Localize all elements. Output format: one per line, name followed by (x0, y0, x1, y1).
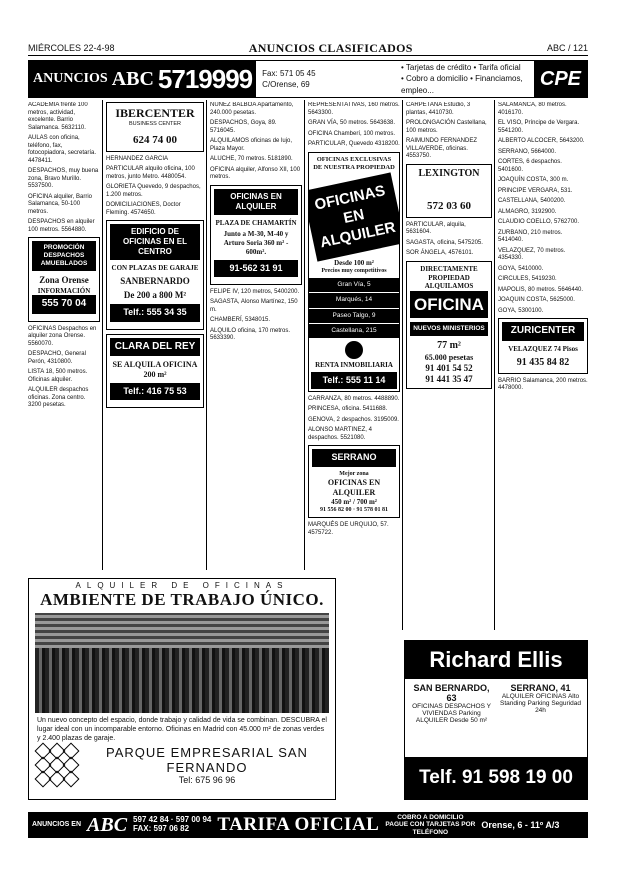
banner-address: C/Orense, 69 (262, 80, 310, 89)
abc-logo: ABC (111, 67, 154, 90)
ad-slogan: AMBIENTE DE TRABAJO ÚNICO. (40, 590, 324, 609)
oficina-prop: DIRECTAMENTE PROPIEDAD ALQUILAMOS (420, 264, 478, 291)
serrano-ad (308, 445, 400, 518)
ad-text: ACADEMIA frente 100 metros, actividad, excelente. Barrio Salamanca. 5632110. (28, 102, 88, 131)
oficina-ad (406, 261, 492, 390)
ad-text: CIRCULES, 5419230. (498, 276, 557, 282)
zuricenter-phone: 91 435 84 82 (516, 357, 570, 369)
street: Paseo Talgo, 9 (309, 309, 399, 323)
listing-text: OFICINAS DESPACHOS Y VIVIENDAS Parking ALQUILER Desde 50 m² (412, 703, 491, 724)
ad-text: CARRANZA, 80 metros. 4488890. (308, 395, 400, 402)
ad-text: AULAS con oficina, teléfono, fax, fotocopiadora, secretaría. 4478411. (28, 135, 97, 164)
park-name: PARQUE EMPRESARIAL SAN FERNANDO (106, 745, 308, 776)
column-6 (498, 102, 588, 632)
ad-text: GOYA, 5410000. (498, 265, 544, 272)
ad-text: GENOVA, 2 despachos. 3195009. (308, 416, 399, 423)
ad-text: JOAQUIN COSTA, 5625000. (498, 297, 575, 303)
ad-text: PRINCIPE VERGARA, 531. (498, 187, 573, 194)
ad-text: GRAN VÍA, 50 metros. 5643638. (308, 120, 396, 126)
column-5 (406, 102, 492, 632)
column-rule (402, 100, 403, 630)
footer-cobro: COBRO A DOMICILIO PAGUE CON TARJETAS POR TELÉFONO (385, 814, 476, 836)
ad-text: PARTICULAR alquilo oficina, 100 metros, junto Metro. 4480054. (106, 166, 195, 180)
ad-text: HERNANDEZ GARCIA (106, 155, 169, 162)
ad-text: OFICINAS Despachos en alquiler zona Orense. 5560070. (28, 325, 97, 347)
banner-phone: 5719999 (157, 63, 253, 94)
footer-abc-logo: ABC (87, 813, 128, 836)
ad-text: ALUCHE, 70 metros. 5181890. (210, 156, 293, 162)
richard-ellis-ad (404, 640, 588, 800)
edificio-sub: CON PLAZAS DE GARAJE (111, 264, 199, 273)
ad-text: PARTICULAR, alquila, 5631604. (406, 221, 466, 236)
column-rule (494, 100, 495, 630)
chamartin-sub: PLAZA DE CHAMARTÍN (215, 218, 297, 227)
lexington-phone: 572 03 60 (427, 200, 471, 212)
ad-text: SOR ÁNGELA, 4576101. (406, 250, 474, 257)
ad-text: DESPACHOS en alquiler 100 metros. 5564880. (28, 219, 95, 233)
edificio-size: De 200 a 800 M² (123, 290, 187, 301)
ad-body: Un nuevo concepto del espacio, donde trabajo y calidad de vida se combinan. DESCUBRA el lugar ideal con un incomparable entorno. Oficinas en Madrid con 45.000 m² de zonas verdes y 2.400 plazas de garaje. (37, 717, 327, 743)
ad-text: DOMICILIACIONES, Doctor Fleming. 4574650. (106, 202, 181, 216)
footer-phones (133, 816, 211, 834)
clara-phone: Telf.: 416 75 53 (110, 383, 200, 400)
ad-text: CARPETANA Estudio, 3 plantas, 4410730. (406, 102, 471, 116)
ad-text: JOAQUÍN COSTA, 300 m. (498, 177, 569, 183)
listing-title: SAN BERNARDO, 63 (413, 683, 490, 703)
ad-text: BARRIO Salamanca, 200 metros. 4478000. (498, 377, 588, 392)
serrano-big: OFICINAS EN ALQUILER (327, 478, 381, 497)
oficina-phone-2: 91 441 35 47 (425, 374, 473, 385)
chamartin-ad (210, 185, 302, 285)
edificio-area: SANBERNARDO (120, 275, 190, 286)
ad-text: FELIPE IV, 120 metros, 5400200. (210, 288, 300, 295)
ad-text: ZURBANO, 210 metros. 5414040. (498, 229, 563, 243)
richard-ellis-name: Richard Ellis (405, 641, 587, 679)
chamartin-detail: Junto a M-30, M-40 y Arturo Soria 360 m² - 600m². (223, 230, 289, 256)
footer-banner (28, 812, 588, 838)
renta-logo-icon (345, 341, 363, 359)
issue-date: MIÉRCOLES 22-4-98 (28, 43, 115, 53)
street: Marqués, 14 (309, 293, 399, 307)
page-number: ABC / 121 (546, 43, 588, 53)
banner-label: ANUNCIOS (33, 71, 108, 86)
street: Castellana, 215 (309, 324, 399, 338)
ad-text: OFICINA alquiler, Barrio Salamanca, 50-100 metros. (28, 193, 93, 215)
serrano-title: SERRANO (312, 449, 396, 466)
ibercenter-title: IBERCENTER (115, 106, 195, 120)
footer-tel: 597 42 84 · 597 00 94 (133, 815, 212, 825)
exclusive-precios: Precios muy competitivos (321, 267, 387, 274)
column-rule (102, 100, 103, 570)
chamartin-title: OFICINAS EN ALQUILER (214, 189, 298, 215)
ad-text: ALBERTO ALCOCER, 5643200. (498, 138, 585, 144)
clara-ad (106, 334, 204, 409)
serrano-phones: 91 556 82 00 · 91 578 01 81 (319, 506, 388, 513)
oficina-size: 77 m² (437, 340, 461, 352)
serrano-sub: Mejor zona (339, 470, 369, 477)
listing-serrano (498, 683, 583, 724)
ad-text: ALQUILAMOS oficinas de lujo, Plaza Mayor. (210, 138, 293, 152)
footer-address: Orense, 6 - 11º A/3 (481, 820, 560, 830)
ad-text: SAGASTA, Alonso Martínez, 150 m. (210, 299, 298, 313)
ad-text: GLORIETA Quevedo, 9 despachos, 1.200 metros. (106, 184, 201, 198)
ad-text: PARTICULAR, Quevedo 4318200. (308, 141, 400, 147)
ad-text: ALMAGRO, 3192900. (498, 208, 557, 215)
ad-text: LISTA 18, 500 metros. Oficinas alquiler. (28, 369, 88, 383)
promo-phone: 555 70 04 (32, 295, 96, 314)
zuricenter-sub: VELAZQUEZ 74 Pisos (508, 344, 578, 353)
promo-ad (28, 237, 100, 322)
ibercenter-phone: 624 74 00 (133, 133, 177, 146)
zuricenter-title: ZURICENTER (502, 322, 584, 341)
clara-title: CLARA DEL REY (110, 338, 200, 357)
column-3 (210, 102, 302, 572)
building-photo (35, 613, 329, 713)
footer-label: ANUNCIOS EN (32, 821, 82, 829)
ad-text: PROLONGACIÓN Castellana, 100 metros. (406, 120, 487, 134)
column-2 (106, 102, 204, 572)
running-header (28, 42, 588, 56)
ad-text: MARQUÉS DE URQUIJO, 57. 4575722. (308, 522, 389, 536)
ad-text: CASTELLANA, 5400200. (498, 198, 566, 204)
banner-brand-block (29, 61, 256, 97)
lexington-name: LEXINGTON (418, 167, 480, 179)
banner-services (395, 62, 534, 96)
ad-text: GOYA, 5300100. (498, 307, 544, 314)
ad-text: ALQUILO oficina, 170 metros. 5633390. (210, 327, 291, 342)
park-logo-icon (37, 745, 77, 785)
ad-text: EL VISO, Príncipe de Vergara. 5541200. (498, 120, 580, 134)
ad-text: PRINCESA, oficina. 5411688. (308, 406, 388, 413)
renta-phone: Telf.: 555 11 14 (311, 372, 397, 389)
street: Gran Vía, 5 (309, 278, 399, 292)
ad-text: ALQUILER despachos oficinas. Zona centro. 3200 pesetas. (28, 387, 89, 409)
ad-text: DESPACHOS, muy buena zona, Bravo Murillo. 5537500. (28, 168, 99, 189)
park-block (29, 743, 335, 787)
promo-zone: Zona Orense (39, 275, 89, 286)
ad-text: DESPACHO, General Perón, 4310800. (28, 351, 86, 365)
banner-contact (256, 68, 395, 90)
banner-fax: Fax: 571 05 45 (262, 68, 316, 78)
cpe-logo: CPE (534, 61, 587, 97)
serrano-size: 450 m² / 700 m² (331, 498, 377, 506)
edificio-phone: Telf.: 555 34 35 (110, 304, 200, 321)
ad-text: SAGASTA, oficina, 5475205. (406, 239, 483, 246)
oficina-price: 65.000 pesetas (424, 352, 474, 362)
exclusive-desde: Desde 100 m² (334, 259, 374, 267)
exclusive-big: OFICINAS EN ALQUILER (308, 172, 400, 261)
clara-sub: SE ALQUILA OFICINA 200 m² (112, 360, 198, 380)
listings (405, 679, 587, 728)
richard-ellis-phone: Telf. 91 598 19 00 (405, 757, 587, 799)
oficina-phone-1: 91 401 54 52 (425, 362, 473, 373)
ad-text: CLAUDIO COELLO, 5762700. (498, 219, 580, 225)
promo-info: INFORMACIÓN (37, 286, 91, 295)
section-title: ANUNCIOS CLASIFICADOS (248, 40, 413, 55)
zuricenter-ad (498, 318, 588, 374)
chamartin-phone: 91-562 31 91 (214, 260, 298, 277)
listing-san-bernardo (409, 683, 494, 724)
edificio-title: EDIFICIO DE OFICINAS EN EL CENTRO (110, 224, 200, 260)
ad-text: OFICINA Chamberí, 100 metros. (308, 130, 396, 137)
ad-text: DESPACHOS, Goya, 89. 5716045. (210, 120, 277, 134)
listing-text: ALQUILER OFICINAS Alto Standing Parking Seguridad 24h (500, 693, 581, 714)
column-rule (206, 100, 207, 570)
parque-empresarial-ad (28, 578, 336, 800)
footer-tarifa: TARIFA OFICIAL (217, 814, 380, 835)
ad-header: ALQUILER DE OFICINAS (75, 581, 289, 590)
listing-title: SERRANO, 41 (510, 683, 571, 693)
oficina-nuevos: NUEVOS MINISTERIOS (410, 322, 488, 336)
oficina-big: OFICINA (410, 291, 488, 318)
ad-text: REPRESENTATIVAS, 160 metros. 5643300. (308, 102, 400, 116)
ad-text: MAPOLIS, 80 metros. 5646440. (498, 286, 584, 293)
ad-text: OFICINA alquiler, Alfonso XII, 100 metros. (210, 166, 301, 180)
ad-text: VELAZQUEZ, 70 metros. 4354330. (498, 247, 566, 261)
column-rule (304, 100, 305, 570)
column-1 (28, 102, 100, 572)
ad-text: SERRANO, 5664000. (498, 148, 557, 155)
park-text (87, 745, 327, 785)
ad-text: NUÑEZ BALBOA Apartamento, 240.000 pesetas. (210, 102, 294, 116)
renta-name: RENTA INMOBILIARIA (315, 360, 393, 369)
banner-services-2: • Cobro a domicilio • Financiamos, empleo... (401, 74, 523, 95)
promo-title: PROMOCIÓN DESPACHOS AMUEBLADOS (32, 241, 96, 271)
ibercenter-sub: BUSINESS CENTER (129, 121, 181, 127)
ad-text: CORTES, 6 despachos. 5401600. (498, 159, 562, 173)
classifieds-banner (28, 60, 588, 98)
ad-text: ALONSO MARTINEZ, 4 despachos. 5521080. (308, 427, 372, 441)
footer-fax: FAX: 597 06 82 (133, 824, 190, 833)
banner-services-1: • Tarjetas de crédito • Tarifa oficial (401, 63, 521, 73)
ibercenter-ad (106, 102, 204, 152)
ad-text: SALAMANCA, 80 metros. 4016170. (498, 102, 567, 116)
edificio-ad (106, 220, 204, 330)
lexington-ad (406, 164, 492, 218)
exclusive-heading: OFICINAS EXCLUSIVAS DE NUESTRA PROPIEDAD (313, 155, 395, 171)
ad-text: RAIMUNDO FERNANDEZ VILLAVERDE, oficinas. 4553750. (406, 138, 478, 159)
ad-text: CHAMBERÍ, 5348015. (210, 317, 271, 324)
exclusive-ad (308, 152, 400, 392)
park-phone: Tel: 675 96 96 (178, 775, 236, 786)
